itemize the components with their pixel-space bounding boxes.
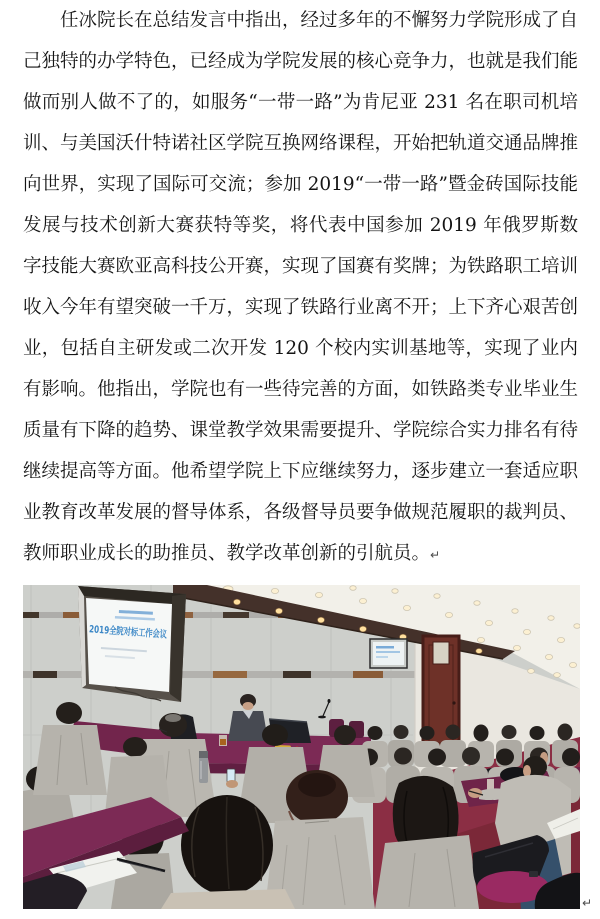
phone: [227, 769, 235, 782]
projection-screen: [78, 586, 198, 702]
photo-paragraph-mark-icon: ↵: [582, 896, 593, 910]
paragraph-text: 任冰院长在总结发言中指出，经过多年的不懈努力学院形成了自己独特的办学特色，已经成为学院发展的核心竞争力，也就是我们能做而别人做不了的，如服务“一带一路”为肯尼亚 231 名在职司机培训、与美国沃什特诺社区学院互换网络课程，开始把轨道交通品牌推向世界，实现了国际可交流；参加 2019“一带一路”暨金砖国际技能发展与技术创新大赛获特等奖，将代表中国参加 2019 年俄罗斯数字技能大赛欧亚高科技公开赛，实现了国赛有奖牌；为铁路职工培训收入今年有望突破一千万，实现了铁路行业离不开；上下齐心艰苦创业，包括自主研发或二次开发 120 个校内实训基地等，实现了业内有影响。他指出，学院也有一些待完善的方面，如铁路类专业毕业生质量有下降的趋势、课堂教学效果需要提升、学院综合实力排名有待继续提高等方面。他希望学院上下应继续努力，逐步建立一套适应职业教育改革发展的督导体系，各级督导员要争做规范履职的裁判员、教师职业成长的助推员、教学改革创新的引航员。: [23, 10, 579, 564]
meeting-room-photo: [23, 585, 580, 909]
side-monitor: [370, 639, 407, 668]
body-paragraph: [23, 0, 578, 576]
paragraph-mark-icon: ↵: [430, 548, 441, 562]
slide-title-text: 2019全院对标工作会议: [88, 624, 198, 643]
photo-row: [23, 585, 593, 910]
